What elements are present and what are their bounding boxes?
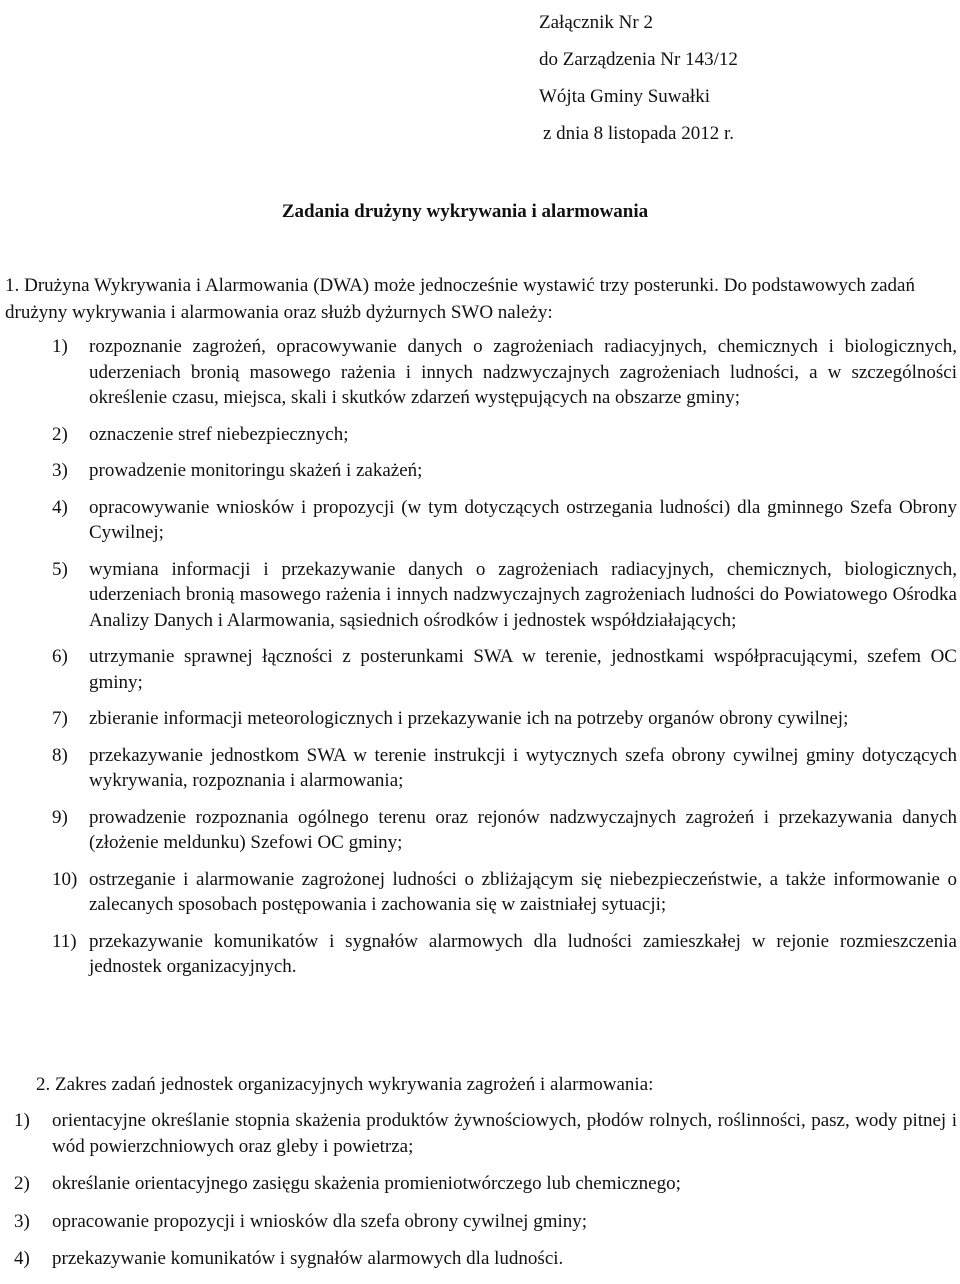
- scope-item: [14, 1171, 957, 1197]
- document-header: [539, 4, 939, 152]
- duty-item-number: 9): [52, 806, 68, 828]
- duty-item-number: 10): [52, 868, 78, 890]
- duty-item: [52, 929, 957, 980]
- duty-item-text: prowadzenie monitoringu skażeń i zakażeń;: [89, 460, 423, 481]
- scope-item: [14, 1246, 957, 1272]
- duty-item: [52, 495, 957, 546]
- duty-item-text: przekazywanie komunikatów i sygnałów alarmowych dla ludności zamieszkałej w rejonie rozmieszczenia jednostek organizacyjnych.: [89, 930, 957, 977]
- duty-item: [52, 743, 957, 794]
- scope-item-number: 4): [14, 1248, 30, 1269]
- header-authority-line: Wójta Gminy Suwałki: [539, 86, 710, 107]
- duty-item-number: 5): [52, 558, 68, 580]
- duty-item-number: 11): [52, 930, 77, 952]
- duty-item: [52, 805, 957, 856]
- intro-text: 1. Drużyna Wykrywania i Alarmowania (DWA) może jednocześnie wystawić trzy posterunki. Do podstawowych zadań drużyny wykrywania i alarmowania oraz służb dyżurnych SWO należy:: [5, 275, 915, 323]
- duty-item-text: przekazywanie jednostkom SWA w terenie instrukcji i wytycznych szefa obrony cywilnej gminy dotyczących wykrywania, rozpoznania i alarmowania;: [89, 744, 957, 791]
- duty-item: [52, 867, 957, 918]
- duty-item-text: opracowywanie wniosków i propozycji (w tym dotyczących ostrzegania ludności) dla gminnego Szefa Obrony Cywilnej;: [89, 496, 957, 543]
- duty-item-number: 8): [52, 744, 68, 766]
- header-attachment-line: Załącznik Nr 2: [539, 12, 653, 33]
- duty-item: [52, 334, 957, 411]
- duty-item: [52, 557, 957, 634]
- duty-item-text: rozpoznanie zagrożeń, opracowywanie danych o zagrożeniach radiacyjnych, chemicznych i biologicznych, uderzeniach bronią masowego rażenia i innych nadzwyczajnych zagrożeniach ludności, a w szczególności określenie czasu, miejsca, skali i skutków zdarzeń występujących na obszarze gminy;: [89, 336, 957, 408]
- duty-item-text: ostrzeganie i alarmowanie zagrożonej ludności o zbliżającym się niebezpieczeństwie, a także informowanie o zalecanych sposobach postępowania i zachowania się w zaistniałej sytuacji;: [89, 868, 957, 915]
- scope-item-text: przekazywanie komunikatów i sygnałów alarmowych dla ludności.: [52, 1248, 564, 1269]
- duty-item: [52, 706, 957, 732]
- scope-item-text: określanie orientacyjnego zasięgu skażenia promieniotwórczego lub chemicznego;: [52, 1173, 681, 1194]
- scope-item: [14, 1108, 957, 1159]
- scope-item-text: orientacyjne określanie stopnia skażenia produktów żywnościowych, płodów rolnych, roślinności, pasz, wody pitnej i wód powierzchniowych oraz gleby i powietrza;: [52, 1110, 957, 1157]
- scope-item-number: 2): [14, 1173, 30, 1194]
- duty-item-text: zbieranie informacji meteorologicznych i przekazywanie ich na potrzeby organów obrony cywilnej;: [89, 708, 849, 729]
- header-regulation-line: do Zarządzenia Nr 143/12: [539, 49, 738, 70]
- duty-item-number: 4): [52, 496, 68, 518]
- document-title: Zadania drużyny wykrywania i alarmowania: [281, 201, 649, 222]
- scope-list: [14, 1108, 957, 1284]
- scope-item-text: opracowanie propozycji i wniosków dla szefa obrony cywilnej gminy;: [52, 1210, 588, 1232]
- scope-item: [14, 1209, 957, 1235]
- duty-item-text: oznaczenie stref niebezpiecznych;: [89, 423, 349, 445]
- duty-item-number: 7): [52, 708, 68, 729]
- duty-item-number: 1): [52, 336, 68, 357]
- duty-item: [52, 644, 957, 695]
- duty-item-number: 3): [52, 460, 68, 481]
- section2-heading: 2. Zakres zadań jednostek organizacyjnych wykrywania zagrożeń i alarmowania:: [36, 1074, 654, 1095]
- duty-item-text: utrzymanie sprawnej łączności z posterunkami SWA w terenie, jednostkami współpracującymi, szefem OC gminy;: [89, 646, 957, 693]
- scope-item-number: 3): [14, 1210, 30, 1232]
- duty-item: [52, 458, 957, 484]
- duty-item-number: 2): [52, 423, 68, 445]
- scope-item-number: 1): [14, 1110, 30, 1131]
- duty-item: [52, 422, 957, 448]
- duty-item-text: wymiana informacji i przekazywanie danych o zagrożeniach radiacyjnych, chemicznych, biologicznych, uderzeniach bronią masowego rażenia i innych nadzwyczajnych zagrożeniach ludności do Powiatowego Ośrodka Analizy Danych i Alarmowania, sąsiednich ośrodków i jednostek współdziałających;: [89, 558, 957, 631]
- duty-item-text: prowadzenie rozpoznania ogólnego terenu oraz rejonów nadzwyczajnych zagrożeń i przekazywania danych (złożenie meldunku) Szefowi OC gminy;: [89, 806, 957, 853]
- intro-paragraph: [5, 272, 915, 326]
- duty-item-number: 6): [52, 646, 68, 667]
- duties-list: [52, 334, 957, 991]
- header-date-line: z dnia 8 listopada 2012 r.: [543, 123, 735, 144]
